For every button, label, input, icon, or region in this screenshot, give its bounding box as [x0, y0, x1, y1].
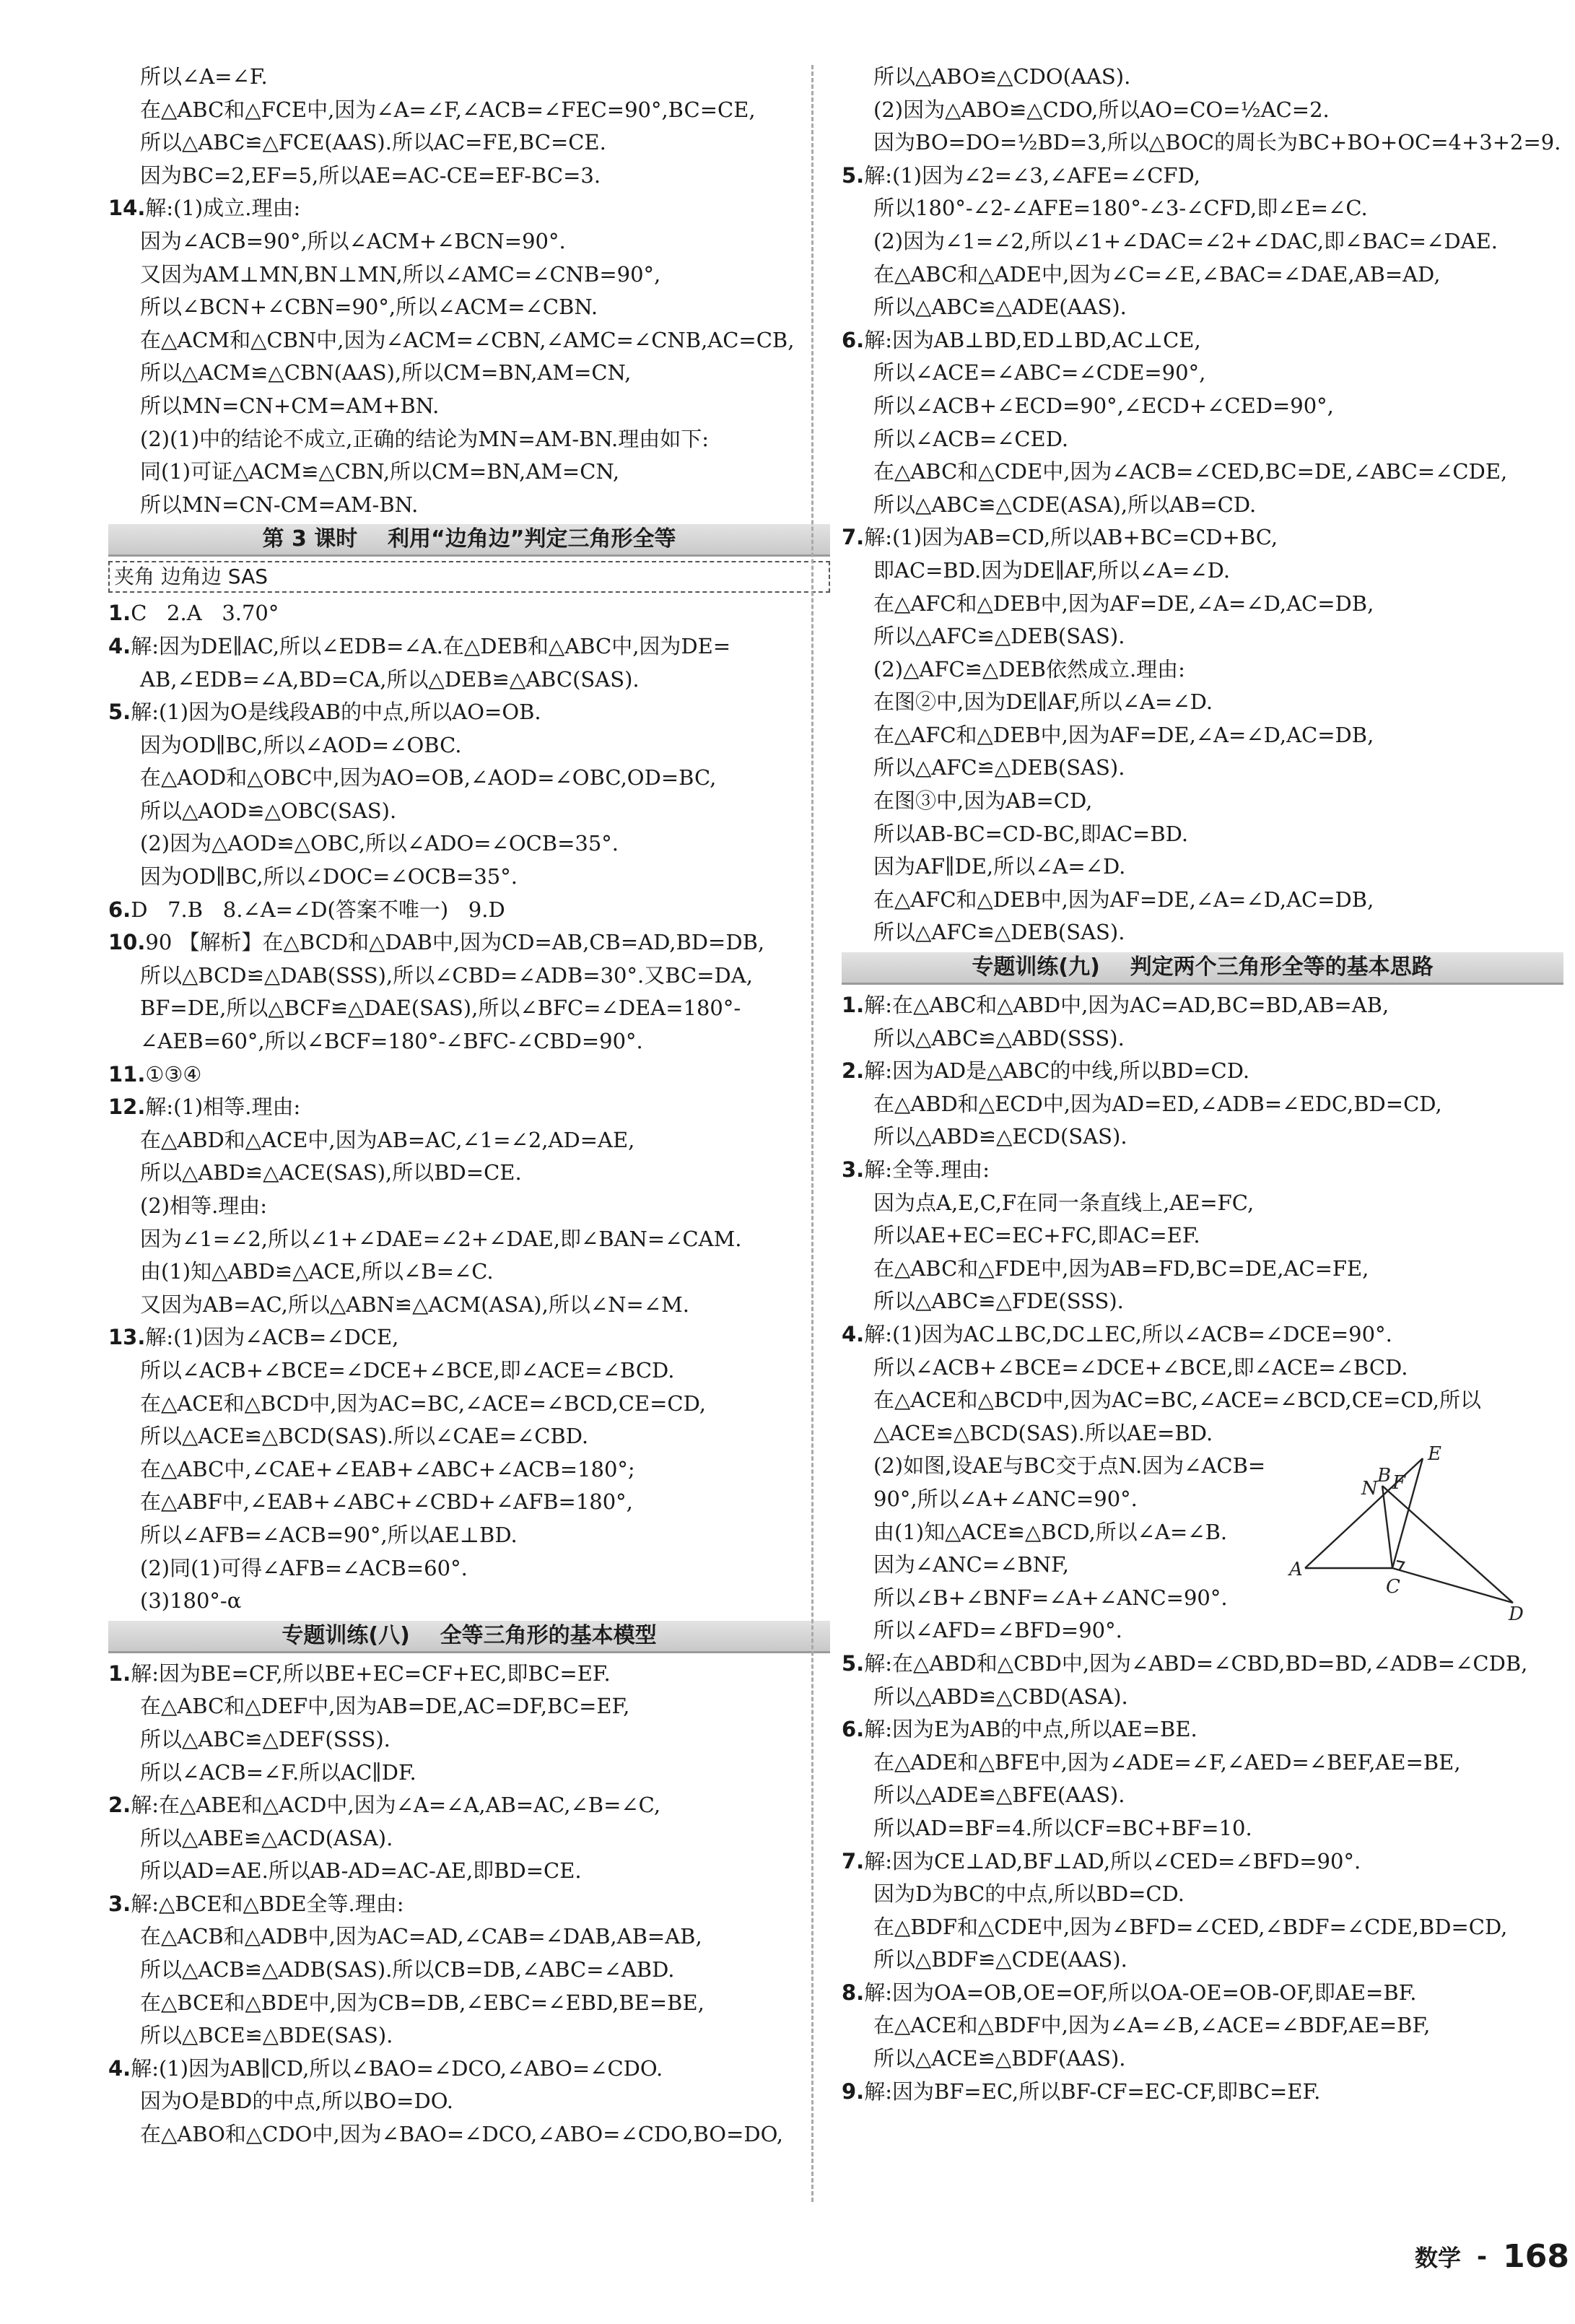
- answer-line: [108, 423, 830, 456]
- answer-line: [842, 521, 1563, 554]
- answer-text: 所以△AFC≌△DEB(SAS).: [873, 920, 1125, 945]
- answer-text: 因为OD∥BC,所以∠AOD=∠OBC.: [140, 732, 462, 757]
- answer-text: 所以△ABC≌△ABD(SSS).: [873, 1025, 1125, 1050]
- answer-text: 在△ADE和△BFE中,因为∠ADE=∠F,∠AED=∠BEF,AE=BE,: [873, 1749, 1461, 1775]
- answer-line: [842, 1845, 1563, 1879]
- answer-text: 在△BDF和△CDE中,因为∠BFD=∠CED,∠BDF=∠CDE,BD=CD,: [873, 1914, 1508, 1939]
- answer-text: 所以△AFC≌△DEB(SAS).: [873, 755, 1125, 780]
- answer-text: 解:(1)因为AB=CD,所以AB+BC=CD+BC,: [864, 525, 1278, 550]
- answer-line: [108, 489, 830, 522]
- answer-text: 所以MN=CN+CM=AM+BN.: [140, 393, 440, 418]
- answer-text: 所以△ABC≌△FCE(AAS).所以AC=FE,BC=CE.: [140, 130, 606, 155]
- answer-text: 在图②中,因为DE∥AF,所以∠A=∠D.: [873, 689, 1213, 715]
- answer-line: [108, 1757, 830, 1790]
- answer-text: ①③④: [145, 1061, 202, 1087]
- answer-text: 在△ABC和△ADE中,因为∠C=∠E,∠BAC=∠DAE,AB=AD,: [873, 261, 1441, 287]
- answer-line: [842, 291, 1563, 324]
- answer-line: [842, 489, 1563, 522]
- answer-text: 解:(1)因为AB∥CD,所以∠BAO=∠DCO,∠ABO=∠CDO.: [131, 2055, 663, 2081]
- answer-line: [108, 61, 830, 94]
- answer-line: [842, 989, 1563, 1022]
- answer-text: 在△ABC和△CDE中,因为∠ACB=∠CED,BC=DE,∠ABC=∠CDE,: [873, 459, 1508, 484]
- answer-text: AB,∠EDB=∠A,BD=CA,所以△DEB≌△ABC(SAS).: [140, 666, 640, 692]
- answer-line: [108, 1954, 830, 1987]
- answer-line: [842, 1450, 1306, 1483]
- answer-line: [108, 1124, 830, 1157]
- answer-line: [842, 1878, 1563, 1911]
- answer-line: [842, 456, 1563, 489]
- answer-line: [842, 884, 1563, 917]
- answer-text: 在△ABD和△ECD中,因为AD=ED,∠ADB=∠EDC,BD=CD,: [873, 1091, 1442, 1116]
- answer-line: [108, 1058, 830, 1092]
- footer-dash: -: [1477, 2242, 1488, 2271]
- answer-line: [108, 1025, 830, 1058]
- answer-text: 所以AE+EC=EC+FC,即AC=EF.: [873, 1223, 1200, 1248]
- answer-text: 所以△AOD≌△OBC(SAS).: [140, 798, 397, 823]
- answer-line: [842, 1352, 1563, 1385]
- answer-text: 所以△ABD≌△CBD(ASA).: [873, 1684, 1128, 1709]
- answer-text: 所以∠ACB=∠CED.: [873, 426, 1069, 451]
- answer-line: [108, 663, 830, 697]
- question-number: 2.: [108, 1793, 131, 1818]
- answer-text: 所以∠AFD=∠BFD=90°.: [873, 1618, 1122, 1643]
- right-column-part-a: [842, 61, 1563, 1450]
- answer-text: 在△ACB和△ADB中,因为AC=AD,∠CAB=∠DAB,AB=AB,: [140, 1924, 702, 1949]
- label-f: F: [1392, 1472, 1406, 1494]
- answer-line: [842, 1944, 1563, 1977]
- answer-text: 因为BC=2,EF=5,所以AE=AC-CE=EF-BC=3.: [140, 162, 601, 188]
- answer-line: [842, 1154, 1563, 1187]
- answer-line: [108, 2118, 830, 2151]
- answer-line: [108, 894, 830, 927]
- answer-line: [108, 926, 830, 959]
- answer-line: [842, 1746, 1563, 1780]
- answer-text: 解:在△ABD和△CBD中,因为∠ABD=∠CBD,BD=BD,∠ADB=∠CDB,: [864, 1650, 1528, 1676]
- answer-line: [842, 258, 1563, 292]
- answer-text: (2)△AFC≌△DEB依然成立.理由:: [873, 656, 1185, 682]
- answer-line: [842, 588, 1563, 621]
- answer-text: 所以∠ACB=∠F.所以AC∥DF.: [140, 1759, 416, 1785]
- answer-text: 解:(1)因为O是线段AB的中点,所以AO=OB.: [131, 700, 541, 725]
- answer-line: [108, 827, 830, 861]
- answer-line: [842, 818, 1563, 851]
- answer-text: 因为∠ACB=90°,所以∠ACM+∠BCN=90°.: [140, 228, 566, 253]
- answer-text: 所以∠ACB+∠BCE=∠DCE+∠BCE,即∠ACE=∠BCD.: [140, 1357, 675, 1383]
- answer-line: [108, 1723, 830, 1757]
- answer-line: [108, 1987, 830, 2020]
- answer-line: [108, 291, 830, 324]
- answer-text: (2)因为△ABO≌△CDO,所以AO=CO=½AC=2.: [873, 97, 1330, 122]
- answer-line: [108, 630, 830, 663]
- question-number: 14.: [108, 196, 146, 221]
- answer-text: 所以∠BCN+∠CBN=90°,所以∠ACM=∠CBN.: [140, 295, 598, 320]
- answer-text: 90 【解析】在△BCD和△DAB中,因为CD=AB,CB=AD,BD=DB,: [145, 930, 765, 955]
- answer-line: [842, 752, 1563, 785]
- answer-text: 因为∠ANC=∠BNF,: [873, 1552, 1069, 1577]
- answer-line: [842, 1911, 1563, 1944]
- label-e: E: [1428, 1443, 1441, 1466]
- answer-line: [108, 225, 830, 258]
- answer-line: [842, 1318, 1563, 1352]
- question-number: 3.: [842, 1157, 865, 1182]
- answer-text: 在△ACE和△BCD中,因为AC=BC,∠ACE=∠BCD,CE=CD,: [140, 1391, 707, 1416]
- answer-line: [108, 1354, 830, 1388]
- answer-line: [108, 126, 830, 160]
- answer-line: [108, 1690, 830, 1723]
- question-number: 6.: [108, 897, 131, 922]
- question-number: 5.: [842, 1650, 865, 1676]
- answer-text: C 2.A 3.70°: [131, 601, 279, 626]
- answer-line: [842, 916, 1563, 949]
- answer-text: 由(1)知△ABD≌△ACE,所以∠B=∠C.: [140, 1259, 494, 1284]
- answer-text: 解:在△ABC和△ABD中,因为AC=AD,BC=BD,AB=AB,: [864, 993, 1389, 1018]
- answer-text: (2)如图,设AE与BC交于点N.因为∠ACB=: [873, 1453, 1266, 1479]
- answer-line: [842, 1614, 1563, 1648]
- right-angle-mark: [1397, 1561, 1404, 1570]
- answer-text: 解:因为AB⊥BD,ED⊥BD,AC⊥CE,: [864, 327, 1201, 352]
- answer-text: 所以△ACE≌△BDF(AAS).: [873, 2046, 1126, 2071]
- answer-line: [108, 160, 830, 193]
- answer-line: [108, 597, 830, 630]
- answer-line: [842, 1582, 1306, 1615]
- answer-text: 因为BO=DO=½BD=3,所以△BOC的周长为BC+BO+OC=4+3+2=9.: [873, 130, 1561, 155]
- answer-text: 所以△BCE≌△BDE(SAS).: [140, 2023, 393, 2048]
- answer-line: [842, 1648, 1563, 1681]
- answer-line: [842, 160, 1563, 193]
- answer-text: 所以△ACM≌△CBN(AAS),所以CM=BN,AM=CN,: [140, 360, 632, 386]
- answer-line: [108, 1255, 830, 1289]
- answer-line: [108, 992, 830, 1025]
- answer-text: 因为点A,E,C,F在同一条直线上,AE=FC,: [873, 1190, 1255, 1215]
- answer-line: [108, 390, 830, 423]
- answer-text: 所以AB-BC=CD-BC,即AC=BD.: [873, 821, 1189, 846]
- answer-text: 解:因为CE⊥AD,BF⊥AD,所以∠CED=∠BFD=90°.: [864, 1848, 1361, 1873]
- answer-text: 所以△ABD≌△ECD(SAS).: [873, 1124, 1127, 1149]
- answer-text: 所以∠B+∠BNF=∠A+∠ANC=90°.: [873, 1585, 1228, 1610]
- answer-text: 又因为AM⊥MN,BN⊥MN,所以∠AMC=∠CNB=90°,: [140, 261, 661, 287]
- answer-line: [108, 1920, 830, 1954]
- answer-line: [108, 94, 830, 127]
- answer-text: 解:(1)因为∠2=∠3,∠AFE=∠CFD,: [864, 162, 1200, 188]
- answer-text: 在△AFC和△DEB中,因为AF=DE,∠A=∠D,AC=DB,: [873, 722, 1374, 747]
- answer-line: [108, 1321, 830, 1354]
- answer-line: [842, 1779, 1563, 1812]
- answer-line: [108, 192, 830, 225]
- answer-line: [842, 653, 1563, 687]
- answer-text: 所以MN=CN-CM=AM-BN.: [140, 492, 419, 517]
- answer-text: 在△ABC中,∠CAE+∠EAB+∠ABC+∠ACB=180°;: [140, 1456, 635, 1481]
- answer-line: [842, 1022, 1563, 1056]
- label-c: C: [1386, 1576, 1400, 1598]
- answer-text: 所以△ABC≌△ADE(AAS).: [873, 295, 1127, 320]
- answer-text: 在△ABC和△FDE中,因为AB=FD,BC=DE,AC=FE,: [873, 1255, 1369, 1281]
- answer-text: 同(1)可证△ACM≌△CBN,所以CM=BN,AM=CN,: [140, 459, 620, 484]
- answer-text: 在△ABF中,∠EAB+∠ABC+∠CBD+∠AFB=180°,: [140, 1489, 633, 1515]
- question-number: 3.: [108, 1891, 131, 1916]
- answer-text: 解:因为BF=EC,所以BF-CF=EC-CF,即BC=EF.: [864, 2079, 1321, 2104]
- answer-text: 因为O是BD的中点,所以BO=DO.: [140, 2089, 454, 2114]
- answer-text: 在△BCE和△BDE中,因为CB=DB,∠EBC=∠EBD,BE=BE,: [140, 1990, 704, 2015]
- answer-text: 解:(1)因为∠ACB=∠DCE,: [145, 1325, 399, 1350]
- answer-text: 在△ABC和△DEF中,因为AB=DE,AC=DF,BC=EF,: [140, 1694, 630, 1719]
- answer-line: [108, 1289, 830, 1322]
- answer-line: [842, 94, 1563, 127]
- key-terms-box: 夹角 边角边 SAS: [108, 561, 830, 593]
- answer-text: (2)(1)中的结论不成立,正确的结论为MN=AM-BN.理由如下:: [140, 426, 709, 451]
- answer-text: 又因为AB=AC,所以△ABN≌△ACM(ASA),所以∠N=∠M.: [140, 1292, 690, 1317]
- answer-text: 所以△BCD≌△DAB(SSS),所以∠CBD=∠ADB=30°.又BC=DA,: [140, 962, 753, 988]
- answer-line: [842, 423, 1563, 456]
- answer-text: 所以△ABC≌△FDE(SSS).: [873, 1289, 1124, 1314]
- question-number: 1.: [108, 1661, 131, 1686]
- answer-line: [108, 1585, 830, 1618]
- answer-text: 所以△ABC≌△CDE(ASA),所以AB=CD.: [873, 492, 1257, 517]
- answer-text: 所以∠ACB+∠ECD=90°,∠ECD+∠CED=90°,: [873, 393, 1334, 418]
- answer-line: [842, 1120, 1563, 1154]
- answer-text: 解:因为OA=OB,OE=OF,所以OA-OE=OB-OF,即AE=BF.: [864, 1980, 1417, 2005]
- answer-line: [108, 357, 830, 390]
- answer-line: [108, 2053, 830, 2086]
- question-number: 1.: [108, 601, 131, 626]
- answer-text: 在△ACM和△CBN中,因为∠ACM=∠CBN,∠AMC=∠CNB,AC=CB,: [140, 327, 795, 352]
- answer-text: 解:(1)因为AC⊥BC,DC⊥EC,所以∠ACB=∠DCE=90°.: [864, 1321, 1392, 1346]
- answer-line: [842, 1549, 1306, 1582]
- answer-line: [842, 126, 1563, 160]
- answer-text: D 7.B 8.∠A=∠D(答案不唯一) 9.D: [131, 897, 505, 922]
- question-number: 4.: [108, 2055, 131, 2081]
- answer-line: [842, 1516, 1306, 1549]
- answer-line: [842, 2042, 1563, 2076]
- answer-line: [108, 456, 830, 489]
- answer-line: [842, 192, 1563, 225]
- question-number: 7.: [842, 1848, 865, 1873]
- answer-line: [108, 2085, 830, 2118]
- answer-text: 即AC=BD.因为DE∥AF,所以∠A=∠D.: [873, 557, 1231, 583]
- answer-text: BF=DE,所以△BCF≌△DAE(SAS),所以∠BFC=∠DEA=180°-: [140, 996, 741, 1021]
- answer-text: 因为AF∥DE,所以∠A=∠D.: [873, 854, 1126, 879]
- answer-text: 在△AFC和△DEB中,因为AF=DE,∠A=∠D,AC=DB,: [873, 591, 1374, 616]
- answer-line: [108, 762, 830, 795]
- answer-text: 解:在△ABE和△ACD中,因为∠A=∠A,AB=AC,∠B=∠C,: [131, 1793, 661, 1818]
- answer-line: [108, 1223, 830, 1256]
- answer-text: 因为∠1=∠2,所以∠1+∠DAE=∠2+∠DAE,即∠BAN=∠CAM.: [140, 1226, 742, 1251]
- answer-text: 所以AD=BF=4.所以CF=BC+BF=10.: [873, 1815, 1252, 1840]
- answer-text: (2)同(1)可得∠AFB=∠ACB=60°.: [140, 1555, 468, 1580]
- answer-text: 解:全等.理由:: [864, 1157, 990, 1182]
- answer-text: 所以∠A=∠F.: [140, 64, 268, 89]
- answer-line: [108, 1658, 830, 1691]
- subject-label: 数学: [1415, 2244, 1462, 2272]
- question-number: 8.: [842, 1980, 865, 2005]
- right-column-part-b: [842, 1614, 1563, 2108]
- answer-line: [108, 324, 830, 357]
- question-number: 4.: [108, 633, 131, 658]
- answer-text: (3)180°-α: [140, 1588, 242, 1614]
- answer-text: 解:因为BE=CF,所以BE+EC=CF+EC,即BC=EF.: [131, 1661, 611, 1686]
- section-header: 专题训练(八) 全等三角形的基本模型: [108, 1621, 830, 1653]
- answer-text: ∠AEB=60°,所以∠BCF=180°-∠BFC-∠CBD=90°.: [140, 1029, 643, 1054]
- answer-line: [108, 1789, 830, 1822]
- answer-line: [842, 1384, 1563, 1417]
- page-footer: [1407, 2224, 1569, 2275]
- answer-text: 因为D为BC的中点,所以BD=CD.: [873, 1881, 1184, 1907]
- question-number: 6.: [842, 1717, 865, 1742]
- answer-line: [108, 696, 830, 729]
- answer-line: [842, 1681, 1563, 1714]
- answer-text: 由(1)知△ACE≌△BCD,所以∠A=∠B.: [873, 1519, 1228, 1544]
- segment-bc: [1382, 1486, 1392, 1568]
- answer-text: 90°,所以∠A+∠ANC=90°.: [873, 1486, 1138, 1511]
- label-b: B: [1377, 1465, 1392, 1487]
- answer-line: [842, 225, 1563, 258]
- answer-text: 在△ACE和△BDF中,因为∠A=∠B,∠ACE=∠BDF,AE=BF,: [873, 2013, 1431, 2038]
- answer-text: 解:△BCE和△BDE全等.理由:: [131, 1891, 404, 1916]
- answer-text: 在△AFC和△DEB中,因为AF=DE,∠A=∠D,AC=DB,: [873, 887, 1374, 912]
- answer-line: [842, 686, 1563, 719]
- answer-line: [842, 1483, 1306, 1516]
- question-number: 11.: [108, 1061, 146, 1087]
- answer-line: [108, 1157, 830, 1190]
- answer-line: [108, 1486, 830, 1519]
- answer-line: [842, 1977, 1563, 2010]
- answer-text: 所以180°-∠2-∠AFE=180°-∠3-∠CFD,即∠E=∠C.: [873, 196, 1368, 221]
- answer-text: 所以△BDF≌△CDE(AAS).: [873, 1947, 1127, 1972]
- answer-line: [842, 719, 1563, 752]
- answer-line: [842, 390, 1563, 423]
- answer-text: 在△AOD和△OBC中,因为AO=OB,∠AOD=∠OBC,OD=BC,: [140, 765, 717, 791]
- question-number: 13.: [108, 1325, 146, 1350]
- question-number: 4.: [842, 1321, 865, 1346]
- answer-line: [108, 2019, 830, 2053]
- answer-text: 所以△ACE≌△BCD(SAS).所以∠CAE=∠CBD.: [140, 1424, 589, 1449]
- answer-line: [108, 1552, 830, 1585]
- answer-line: [842, 1253, 1563, 1286]
- segment-bd: [1382, 1486, 1513, 1603]
- answer-text: 解:(1)成立.理由:: [145, 196, 301, 221]
- answer-text: (2)因为∠1=∠2,所以∠1+∠DAC=∠2+∠DAC,即∠BAC=∠DAE.: [873, 228, 1498, 253]
- question-number: 7.: [842, 525, 865, 550]
- label-n: N: [1361, 1478, 1378, 1500]
- question-number: 1.: [842, 993, 865, 1018]
- answer-text: 因为OD∥BC,所以∠DOC=∠OCB=35°.: [140, 864, 518, 889]
- answer-text: 在△ABO和△CDO中,因为∠BAO=∠DCO,∠ABO=∠CDO,BO=DO,: [140, 2122, 783, 2147]
- question-number: 10.: [108, 930, 146, 955]
- answer-line: [108, 861, 830, 894]
- answer-line: [842, 1219, 1563, 1253]
- answer-line: [108, 1091, 830, 1124]
- right-column: [842, 61, 1563, 2108]
- page-number: 168: [1503, 2238, 1569, 2275]
- answer-line: [842, 1285, 1563, 1318]
- section-header: 第 3 课时 利用“边角边”判定三角形全等: [108, 524, 830, 557]
- answer-line: [108, 795, 830, 828]
- answer-line: [842, 324, 1563, 357]
- answer-line: [108, 1420, 830, 1453]
- answer-line: [108, 1855, 830, 1888]
- answer-line: [842, 357, 1563, 390]
- answer-line: [842, 2009, 1563, 2042]
- question-number: 12.: [108, 1094, 146, 1120]
- answer-line: [108, 729, 830, 762]
- label-a: A: [1289, 1559, 1303, 1581]
- answer-text: 所以△ABC≌△DEF(SSS).: [140, 1726, 391, 1751]
- answer-text: 所以△ABD≌△ACE(SAS),所以BD=CE.: [140, 1160, 522, 1185]
- answer-text: 所以△AFC≌△DEB(SAS).: [873, 624, 1125, 649]
- figure-block: [842, 1443, 1563, 1626]
- question-number: 9.: [842, 2079, 865, 2104]
- answer-line: [108, 959, 830, 993]
- answer-line: [108, 1888, 830, 1921]
- answer-text: 在△ABD和△ACE中,因为AB=AC,∠1=∠2,AD=AE,: [140, 1127, 635, 1152]
- answer-text: (2)相等.理由:: [140, 1193, 268, 1218]
- answer-text: 解:因为DE∥AC,所以∠EDB=∠A.在△DEB和△ABC中,因为DE=: [131, 633, 731, 658]
- answer-line: [108, 1822, 830, 1855]
- column-divider: [811, 65, 813, 2202]
- answer-line: [842, 785, 1563, 818]
- answer-line: [108, 1190, 830, 1223]
- question-number: 5.: [842, 162, 865, 188]
- answer-text: 所以∠AFB=∠ACB=90°,所以AE⊥BD.: [140, 1522, 518, 1547]
- answer-line: [842, 1055, 1563, 1088]
- answer-line: [108, 1519, 830, 1552]
- answer-line: [108, 1453, 830, 1487]
- answer-line: [842, 1088, 1563, 1121]
- label-d: D: [1509, 1603, 1524, 1626]
- answer-line: [842, 1187, 1563, 1220]
- section-header: 专题训练(九) 判定两个三角形全等的基本思路: [842, 952, 1563, 985]
- answer-text: △ACE≌△BCD(SAS).所以AE=BD.: [873, 1420, 1213, 1445]
- answer-text: 解:因为E为AB的中点,所以AE=BE.: [864, 1717, 1197, 1742]
- answer-line: [842, 61, 1563, 94]
- answer-text: 在△ABC和△FCE中,因为∠A=∠F,∠ACB=∠FEC=90°,BC=CE,: [140, 97, 756, 122]
- answer-line: [842, 1812, 1563, 1845]
- answer-line: [108, 1388, 830, 1421]
- answer-text: 所以∠ACB+∠BCE=∠DCE+∠BCE,即∠ACE=∠BCD.: [873, 1354, 1408, 1380]
- answer-text: 解:因为AD是△ABC的中线,所以BD=CD.: [864, 1058, 1250, 1084]
- answer-line: [842, 2076, 1563, 2109]
- answer-text: (2)因为△AOD≌△OBC,所以∠ADO=∠OCB=35°.: [140, 831, 619, 856]
- geometry-figure: [1289, 1443, 1524, 1626]
- answer-line: [842, 850, 1563, 884]
- answer-line: [842, 620, 1563, 653]
- question-number: 5.: [108, 700, 131, 725]
- answer-line: [108, 258, 830, 292]
- answer-text: 解:(1)相等.理由:: [145, 1094, 301, 1120]
- left-column: [108, 61, 830, 2151]
- question-number: 6.: [842, 327, 865, 352]
- answer-text: 在图③中,因为AB=CD,: [873, 788, 1093, 814]
- answer-text: 所以∠ACE=∠ABC=∠CDE=90°,: [873, 360, 1206, 386]
- answer-text: 所以△ABO≌△CDO(AAS).: [873, 64, 1131, 89]
- answer-text: 所以△ACB≌△ADB(SAS).所以CB=DB,∠ABC=∠ABD.: [140, 1957, 675, 1983]
- question-number: 2.: [842, 1058, 865, 1084]
- answer-text: 在△ACE和△BCD中,因为AC=BC,∠ACE=∠BCD,CE=CD,所以: [873, 1388, 1482, 1413]
- answer-line: [842, 1713, 1563, 1746]
- answer-text: 所以AD=AE.所以AB-AD=AC-AE,即BD=CE.: [140, 1858, 582, 1884]
- answer-line: [842, 554, 1563, 588]
- answer-text: 所以△ABE≌△ACD(ASA).: [140, 1825, 393, 1850]
- answer-text: 所以△ADE≌△BFE(AAS).: [873, 1783, 1125, 1808]
